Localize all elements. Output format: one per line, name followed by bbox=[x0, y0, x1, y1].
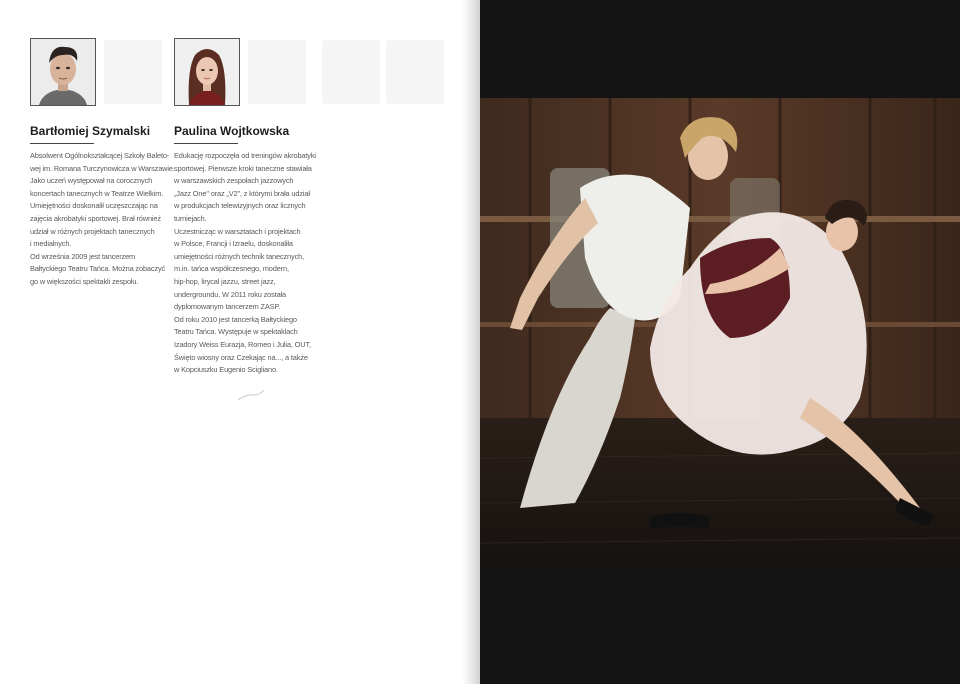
bio-line: Izadory Weiss Eurazja, Romeo i Julia, OUT, bbox=[174, 339, 311, 349]
dance-photo bbox=[480, 98, 960, 566]
bio-line: sportowej. Pierwsze kroki taneczne stawiała bbox=[174, 163, 312, 173]
person-name: Bartłomiej Szymalski bbox=[30, 124, 151, 138]
page-fold bbox=[462, 0, 480, 684]
bio-line: Od roku 2010 jest tancerką Bałtyckiego bbox=[174, 314, 297, 324]
bio-line: Jako uczeń występował na corocznych bbox=[30, 176, 153, 186]
ghost-portrait bbox=[104, 40, 162, 104]
person-bio bbox=[174, 150, 324, 377]
portrait-bartlomiej bbox=[30, 38, 96, 106]
bio-line: Edukację rozpoczęła od treningów akrobatyki bbox=[174, 151, 316, 160]
pen-mark bbox=[236, 388, 266, 402]
bio-line: w Polsce, Francji i Izraelu, doskonaliła bbox=[174, 239, 293, 249]
bio-line: dyplomowanym tancerzem ZASP. bbox=[174, 302, 281, 312]
bio-line: zajęcia akrobatyki sportowej. Brał również bbox=[30, 213, 161, 223]
bio-line: udział w różnych projektach tanecznych bbox=[30, 226, 155, 236]
portrait-paulina bbox=[174, 38, 240, 106]
person-name: Paulina Wojtkowska bbox=[174, 124, 290, 138]
bio-line: Święto wiosny oraz Czekając na..., a także bbox=[174, 352, 308, 362]
ghost-portrait bbox=[322, 40, 380, 104]
bio-line: „Jazz One" oraz „V2", z którymi brała udział bbox=[174, 188, 310, 198]
bio-line: umiejętności różnych technik tanecznych, bbox=[174, 251, 304, 261]
bio-line: Umiejętności doskonalił uczęszczając na bbox=[30, 201, 158, 211]
bio-line: Uczestnicząc w warsztatach i projektach bbox=[174, 226, 301, 236]
bio-line: w warszawskich zespołach jazzowych bbox=[174, 176, 294, 186]
bio-line: go w większości spektakli zespołu. bbox=[30, 276, 139, 286]
bio-line: wej im. Romana Turczynowicza w Warszawie. bbox=[30, 163, 175, 173]
bio-line: Absolwent Ogólnokształcącej Szkoły Baleto- bbox=[30, 151, 170, 160]
bio-line: turniejach. bbox=[174, 213, 207, 223]
bio-line: koncertach tanecznych w Teatrze Wielkim. bbox=[30, 188, 164, 198]
ghost-portrait bbox=[386, 40, 444, 104]
person-bio bbox=[30, 150, 180, 289]
bio-line: Od września 2009 jest tancerzem bbox=[30, 251, 136, 261]
bio-line: undergroundu. W 2011 roku została bbox=[174, 289, 287, 299]
bio-line: i medialnych. bbox=[30, 239, 72, 249]
divider bbox=[174, 143, 238, 144]
ghost-portrait bbox=[248, 40, 306, 104]
bio-line: m.in. tańca współczesnego, modern, bbox=[174, 264, 289, 274]
bio-line: Teatru Tańca. Występuje w spektaklach bbox=[174, 327, 298, 337]
bio-line: w Kopciuszku Eugenio Scigliano. bbox=[174, 365, 278, 375]
divider bbox=[30, 143, 94, 144]
bio-line: Bałtyckiego Teatru Tańca. Można zobaczyć bbox=[30, 264, 166, 274]
bio-line: hip-hop, lirycal jazzu, street jazz, bbox=[174, 276, 276, 286]
bio-line: w produkcjach telewizyjnych oraz licznych bbox=[174, 201, 306, 211]
